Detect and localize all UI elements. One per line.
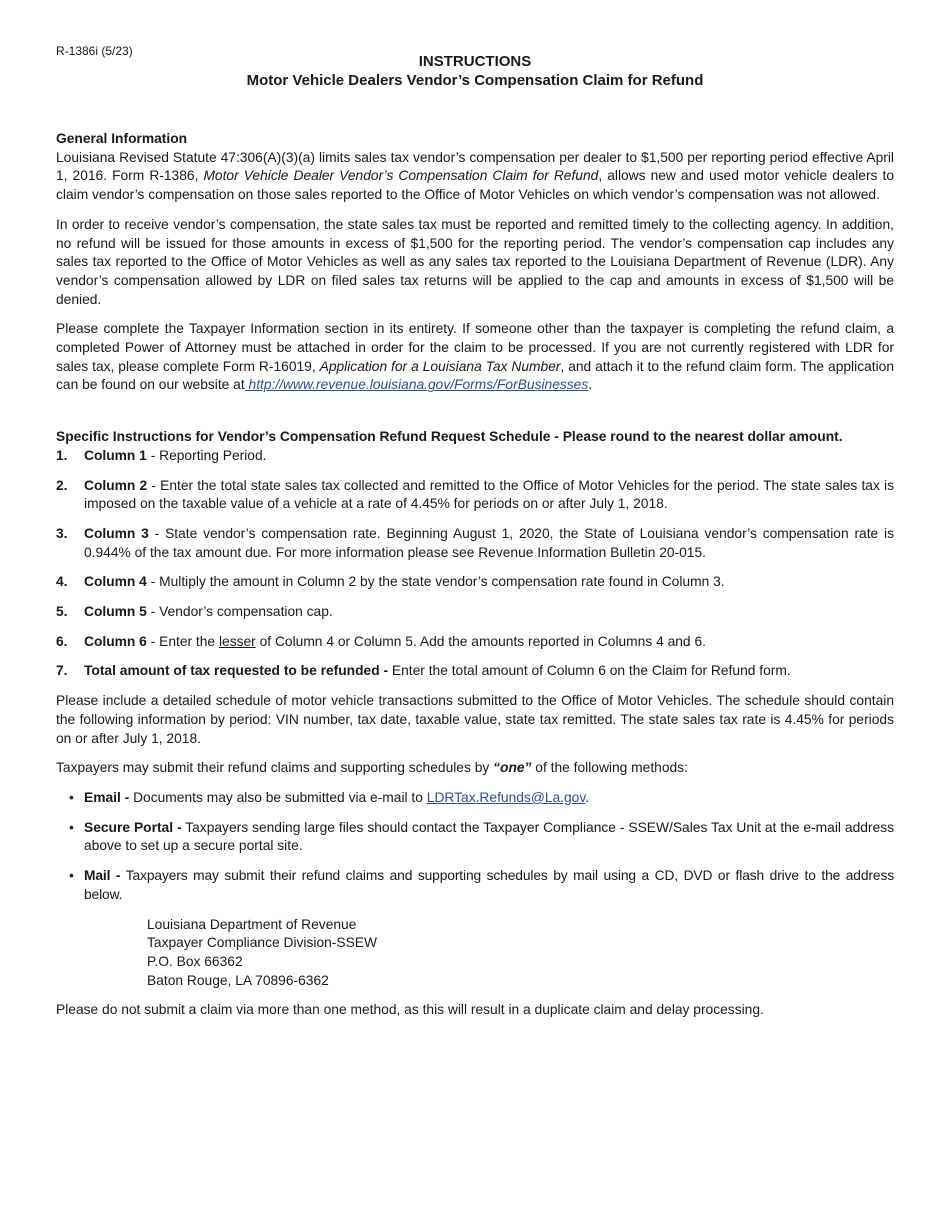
submission-methods <box>56 789 894 905</box>
step-number: 6. <box>56 633 68 649</box>
step-number: 7. <box>56 663 68 679</box>
website-link[interactable]: http://www.revenue.louisiana.gov/Forms/ForBusinesses <box>244 377 589 393</box>
methods-intro <box>56 759 894 778</box>
method-text: Documents may also be submitted via e-mail to <box>129 789 427 805</box>
step-column-3 <box>56 525 894 562</box>
text-run: , and attach it to the refund claim form. The application can be found on our website at <box>56 358 895 393</box>
method-text: Taxpayers may submit their refund claims and supporting schedules by mail using a CD, DVD or flash drive to the address below. <box>84 868 894 902</box>
mailing-address <box>147 916 894 991</box>
method-label: Email - <box>84 789 130 805</box>
step-column-4 <box>56 573 894 592</box>
method-email <box>56 789 894 808</box>
method-mail <box>56 867 894 904</box>
instruction-steps <box>56 447 894 681</box>
step-column-6 <box>56 633 894 652</box>
closing-note: Please do not submit a claim via more than one method, as this will result in a duplicate claim and delay processing. <box>56 1002 764 1018</box>
step-number: 4. <box>56 574 68 590</box>
general-paragraph-3 <box>56 320 894 395</box>
general-paragraph-2: In order to receive vendor’s compensation, the state sales tax must be reported and remitted timely to the collecting agency. In addition, no refund will be issued for those amounts in excess of $1,500 for the reporting period. The vendor’s compensation cap includes any sales tax reported to the Office of Motor Vehicles as well as any sales tax reported to the Louisiana Department of Revenue (LDR). Any vendor’s compensation allowed by LDR on filed sales tax returns will be applied to the cap and amounts in excess of $1,500 will be denied. <box>56 216 894 307</box>
form-title-italic: Application for a Louisiana Tax Number <box>319 358 561 374</box>
step-column-2 <box>56 477 894 514</box>
text-run: . <box>585 789 590 805</box>
form-title-italic: Motor Vehicle Dealer Vendor’s Compensation Claim for Refund <box>203 168 599 184</box>
step-label: Column 3 <box>84 525 149 541</box>
text-run: Taxpayers may submit their refund claims and supporting schedules by <box>56 760 494 776</box>
step-column-5 <box>56 603 894 622</box>
step-text: - State vendor’s compensation rate. Beginning August 1, 2020, the State of Louisiana vendor’s compensation rate is 0.944% of the tax amount due. For more information please see Revenue Information Bulletin 20-015. <box>84 525 894 560</box>
general-information-heading: General Information <box>56 131 188 146</box>
step-number: 3. <box>56 525 68 541</box>
text-run: Louisiana Revised Statute 47:306(A)(3)(a) limits sales tax vendor’s compensation per dealer to $1,500 per reporting period effective April 1, 2016. Form R-1386, <box>56 149 894 184</box>
address-line: Baton Rouge, LA 70896-6362 <box>147 972 329 988</box>
step-text: - Reporting Period. <box>146 447 267 463</box>
underlined-word: lesser <box>218 633 256 649</box>
method-secure-portal <box>56 819 894 856</box>
step-text: - Enter the <box>146 633 219 649</box>
text-run: . <box>588 377 593 393</box>
step-label: Column 6 <box>84 633 147 649</box>
instructions-body <box>56 130 894 1020</box>
step-label: Column 5 <box>84 604 147 620</box>
step-text: - Multiply the amount in Column 2 by the state vendor’s compensation rate found in Column 3. <box>146 574 725 590</box>
bullet-icon: • <box>69 789 74 805</box>
step-label: Total amount of tax requested to be refunded - <box>84 663 389 679</box>
address-line: P.O. Box 66362 <box>147 953 243 969</box>
email-link[interactable]: LDRTax.Refunds@La.gov <box>426 789 586 805</box>
step-text: Enter the total amount of Column 6 on the Claim for Refund form. <box>388 663 791 679</box>
step-label: Column 4 <box>84 574 147 590</box>
step-text: of Column 4 or Column 5. Add the amounts reported in Columns 4 and 6. <box>255 633 706 649</box>
step-text: - Enter the total state sales tax collected and remitted to the Office of Motor Vehicles for the period. The state sales tax is imposed on the taxable value of a vehicle at a rate of 4.45% for periods on or after July 1, 2018. <box>84 477 895 512</box>
form-number: R-1386i (5/23) <box>56 44 133 58</box>
title-block <box>0 53 950 90</box>
step-number: 5. <box>56 604 68 620</box>
step-total-refund <box>56 662 894 681</box>
text-run: Please complete the Taxpayer Information section in its entirety. If someone other than the taxpayer is completing the refund claim, a completed Power of Attorney must be attached in order for the claim to be processed. If you are not currently registered with LDR for sales tax, please complete Form R-16019, <box>56 321 894 374</box>
step-number: 2. <box>56 477 68 493</box>
step-number: 1. <box>56 447 68 463</box>
bullet-icon: • <box>69 868 74 884</box>
method-label: Secure Portal - <box>84 819 182 835</box>
step-label: Column 2 <box>84 477 148 493</box>
page-title: INSTRUCTIONS <box>418 53 532 70</box>
emphasis-one: “one” <box>493 760 532 776</box>
page-subtitle: Motor Vehicle Dealers Vendor’s Compensation Claim for Refund <box>246 71 704 89</box>
step-column-1 <box>56 447 894 466</box>
specific-instructions-heading: Specific Instructions for Vendor’s Compensation Refund Request Schedule - Please round to the nearest dollar amount. <box>56 429 843 445</box>
step-text: - Vendor’s compensation cap. <box>146 604 333 620</box>
address-line: Taxpayer Compliance Division-SSEW <box>147 935 378 951</box>
text-run: , allows new and used motor vehicle dealers to claim vendor’s compensation on those sales reported to the Office of Motor Vehicles on which vendor’s compensation was not allowed. <box>56 168 894 203</box>
text-run: of the following methods: <box>531 760 688 776</box>
schedule-paragraph: Please include a detailed schedule of motor vehicle transactions submitted to the Office of Motor Vehicles. The schedule should contain the following information by period: VIN number, tax date, taxable value, state tax remitted. The state sales tax rate is 4.45% for periods on or after July 1, 2018. <box>56 693 894 746</box>
method-text: Taxpayers sending large files should contact the Taxpayer Compliance - SSEW/Sales Tax Unit at the e-mail address above to set up a secure portal site. <box>84 819 894 854</box>
bullet-icon: • <box>69 819 74 835</box>
step-label: Column 1 <box>84 447 147 463</box>
general-paragraph-1 <box>56 149 894 205</box>
address-line: Louisiana Department of Revenue <box>147 916 357 932</box>
method-label: Mail - <box>84 868 121 884</box>
